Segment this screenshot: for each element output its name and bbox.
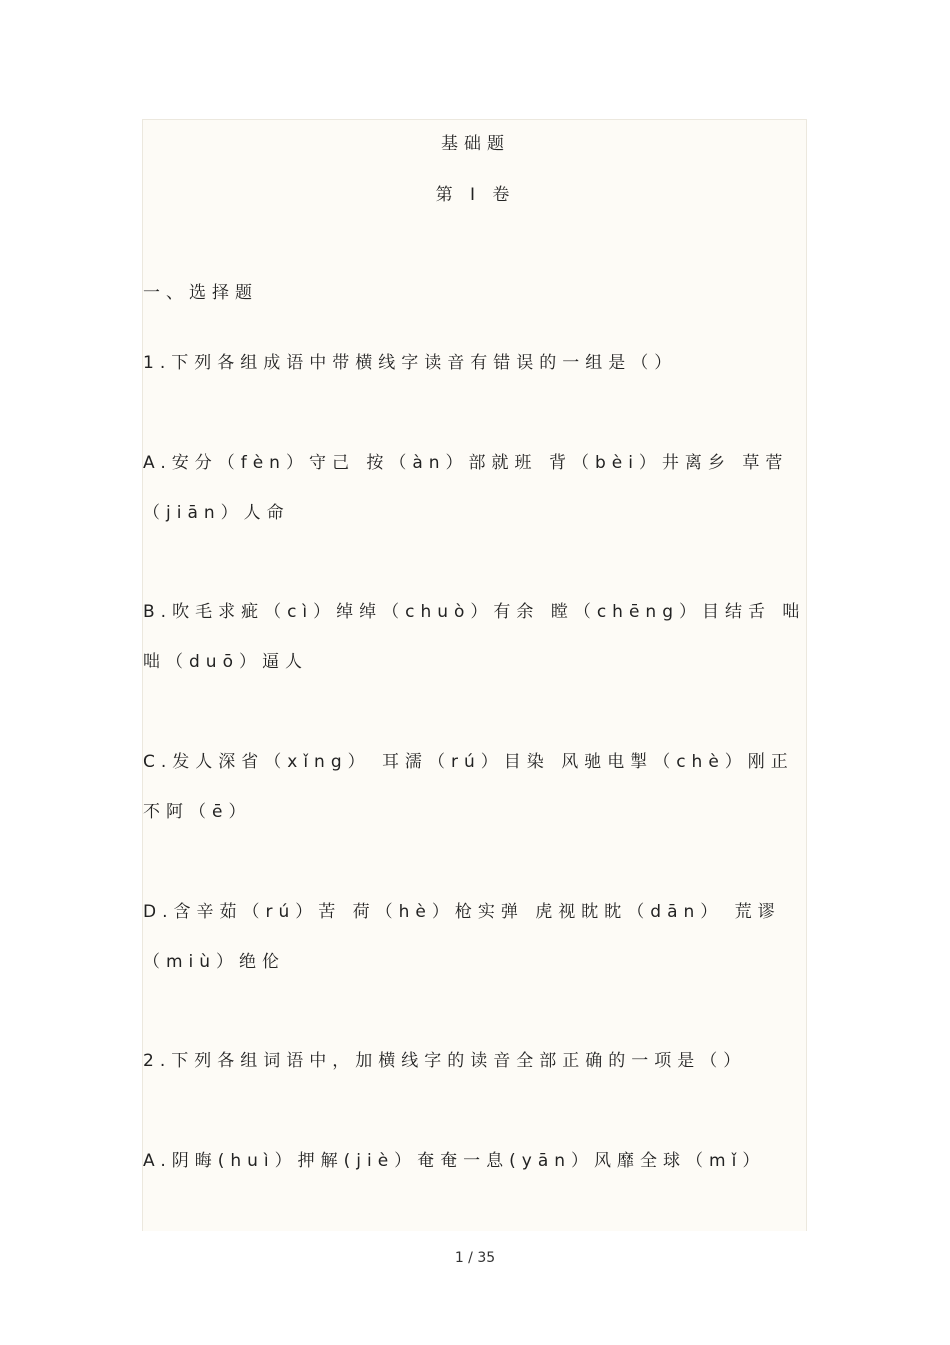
question-1-option-c-line1: C.发人深省（xǐng） 耳濡（rú）目染 风驰电掣（chè）刚正 [143,752,794,772]
question-1-option-d-line2: （miù）绝伦 [143,952,286,972]
question-1-option-c-line2: 不阿（ē） [143,802,252,822]
question-1-option-a-line2: （jiān）人命 [143,503,290,523]
question-2-stem: 2.下列各组词语中，加横线字的读音全部正确的一项是（） [143,1051,747,1071]
question-2-option-a-line1: A.阴晦(huì）押解(jiè）奄奄一息(yān）风靡全球（mǐ） [143,1151,766,1171]
section-heading: 一、选择题 [143,283,258,303]
question-1-option-b-line2: 咄（duō）逼人 [143,652,308,672]
question-1-stem: 1.下列各组成语中带横线字读音有错误的一组是（） [143,353,678,373]
document-page [142,119,807,1231]
volume-heading: 第 Ⅰ 卷 [435,185,516,205]
question-1-option-b-line1: B.吹毛求疵（cì）绰绰（chuò）有余 瞠（chēng）目结舌 咄 [143,602,806,622]
document-title: 基础题 [441,134,510,154]
question-1-option-a-line1: A.安分（fèn）守己 按（àn）部就班 背（bèi）井离乡 草菅 [143,453,789,473]
question-1-option-d-line1: D.含辛茹（rú）苦 荷（hè）枪实弹 虎视眈眈（dān） 荒谬 [143,902,781,922]
page-indicator: 1 / 35 [454,1250,496,1266]
